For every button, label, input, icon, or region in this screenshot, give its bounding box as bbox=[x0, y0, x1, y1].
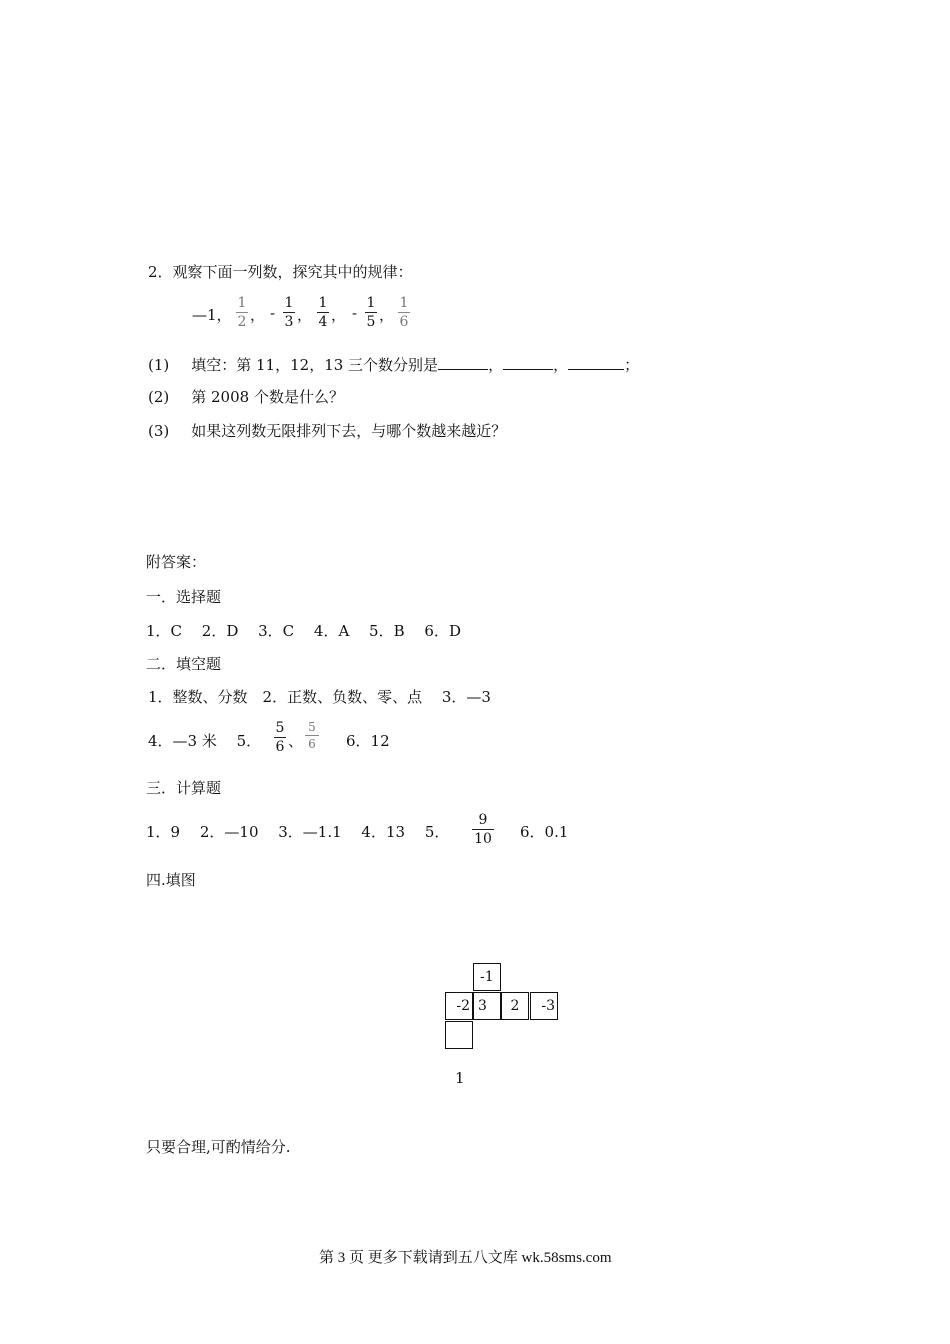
seq-fraction: 1 4 bbox=[318, 295, 328, 330]
section-title-calc: 三．计算题 bbox=[146, 779, 222, 797]
seq-fraction: 1 2 bbox=[237, 295, 247, 330]
q2-sub1: (1) 填空：第 11，12，13 三个数分别是 ， ， ； bbox=[148, 356, 640, 374]
seq-fraction: 1 3 bbox=[284, 295, 294, 330]
net-cell: 3 bbox=[473, 992, 501, 1020]
answer-blank[interactable] bbox=[438, 355, 488, 370]
choice-answers: 1．C 2．D 3．C 4．A 5．B 6．D bbox=[146, 622, 461, 640]
q2-sub3: (3) 如果这列数无限排列下去，与哪个数越来越近？ bbox=[148, 422, 507, 440]
seq-separator: ， bbox=[331, 306, 347, 324]
seq-sign: - bbox=[270, 304, 276, 322]
net-below-label: 1 bbox=[455, 1069, 465, 1087]
seq-fraction: 1 5 bbox=[366, 295, 376, 330]
seq-first-term: —1， bbox=[192, 306, 232, 324]
net-cell: 2 bbox=[501, 992, 529, 1020]
grading-note: 只要合理,可酌情给分. bbox=[146, 1138, 291, 1156]
fill-answers-line1: 1．整数、分数 2．正数、负数、零、点 3．—3 bbox=[148, 688, 491, 706]
section-title-figure: 四.填图 bbox=[146, 871, 196, 889]
seq-separator: ， bbox=[379, 306, 395, 324]
answer-fraction: 5 6 bbox=[305, 721, 319, 750]
q2-sub2: (2) 第 2008 个数是什么？ bbox=[148, 388, 344, 406]
answers-heading: 附答案： bbox=[146, 553, 207, 571]
answer-blank[interactable] bbox=[503, 355, 553, 370]
net-cell: -1 bbox=[473, 963, 501, 991]
page-footer: 第 3 页 更多下载请到五八文库 wk.58sms.com bbox=[319, 1250, 612, 1266]
seq-separator: ， bbox=[250, 306, 266, 324]
net-cell: -2 bbox=[445, 992, 473, 1020]
seq-sign: - bbox=[352, 304, 358, 322]
seq-fraction: 1 6 bbox=[399, 295, 409, 330]
answer-blank[interactable] bbox=[568, 355, 624, 370]
section-title-fill: 二．填空题 bbox=[146, 655, 222, 673]
net-cell bbox=[445, 1021, 473, 1049]
seq-separator: ， bbox=[297, 306, 313, 324]
q2-title: 2．观察下面一列数，探究其中的规律： bbox=[148, 263, 413, 281]
net-cell: -3 bbox=[530, 992, 558, 1020]
answer-fraction: 5 6 bbox=[275, 720, 285, 755]
answer-fraction: 9 10 bbox=[472, 813, 494, 846]
section-title-choice: 一．选择题 bbox=[146, 588, 222, 606]
